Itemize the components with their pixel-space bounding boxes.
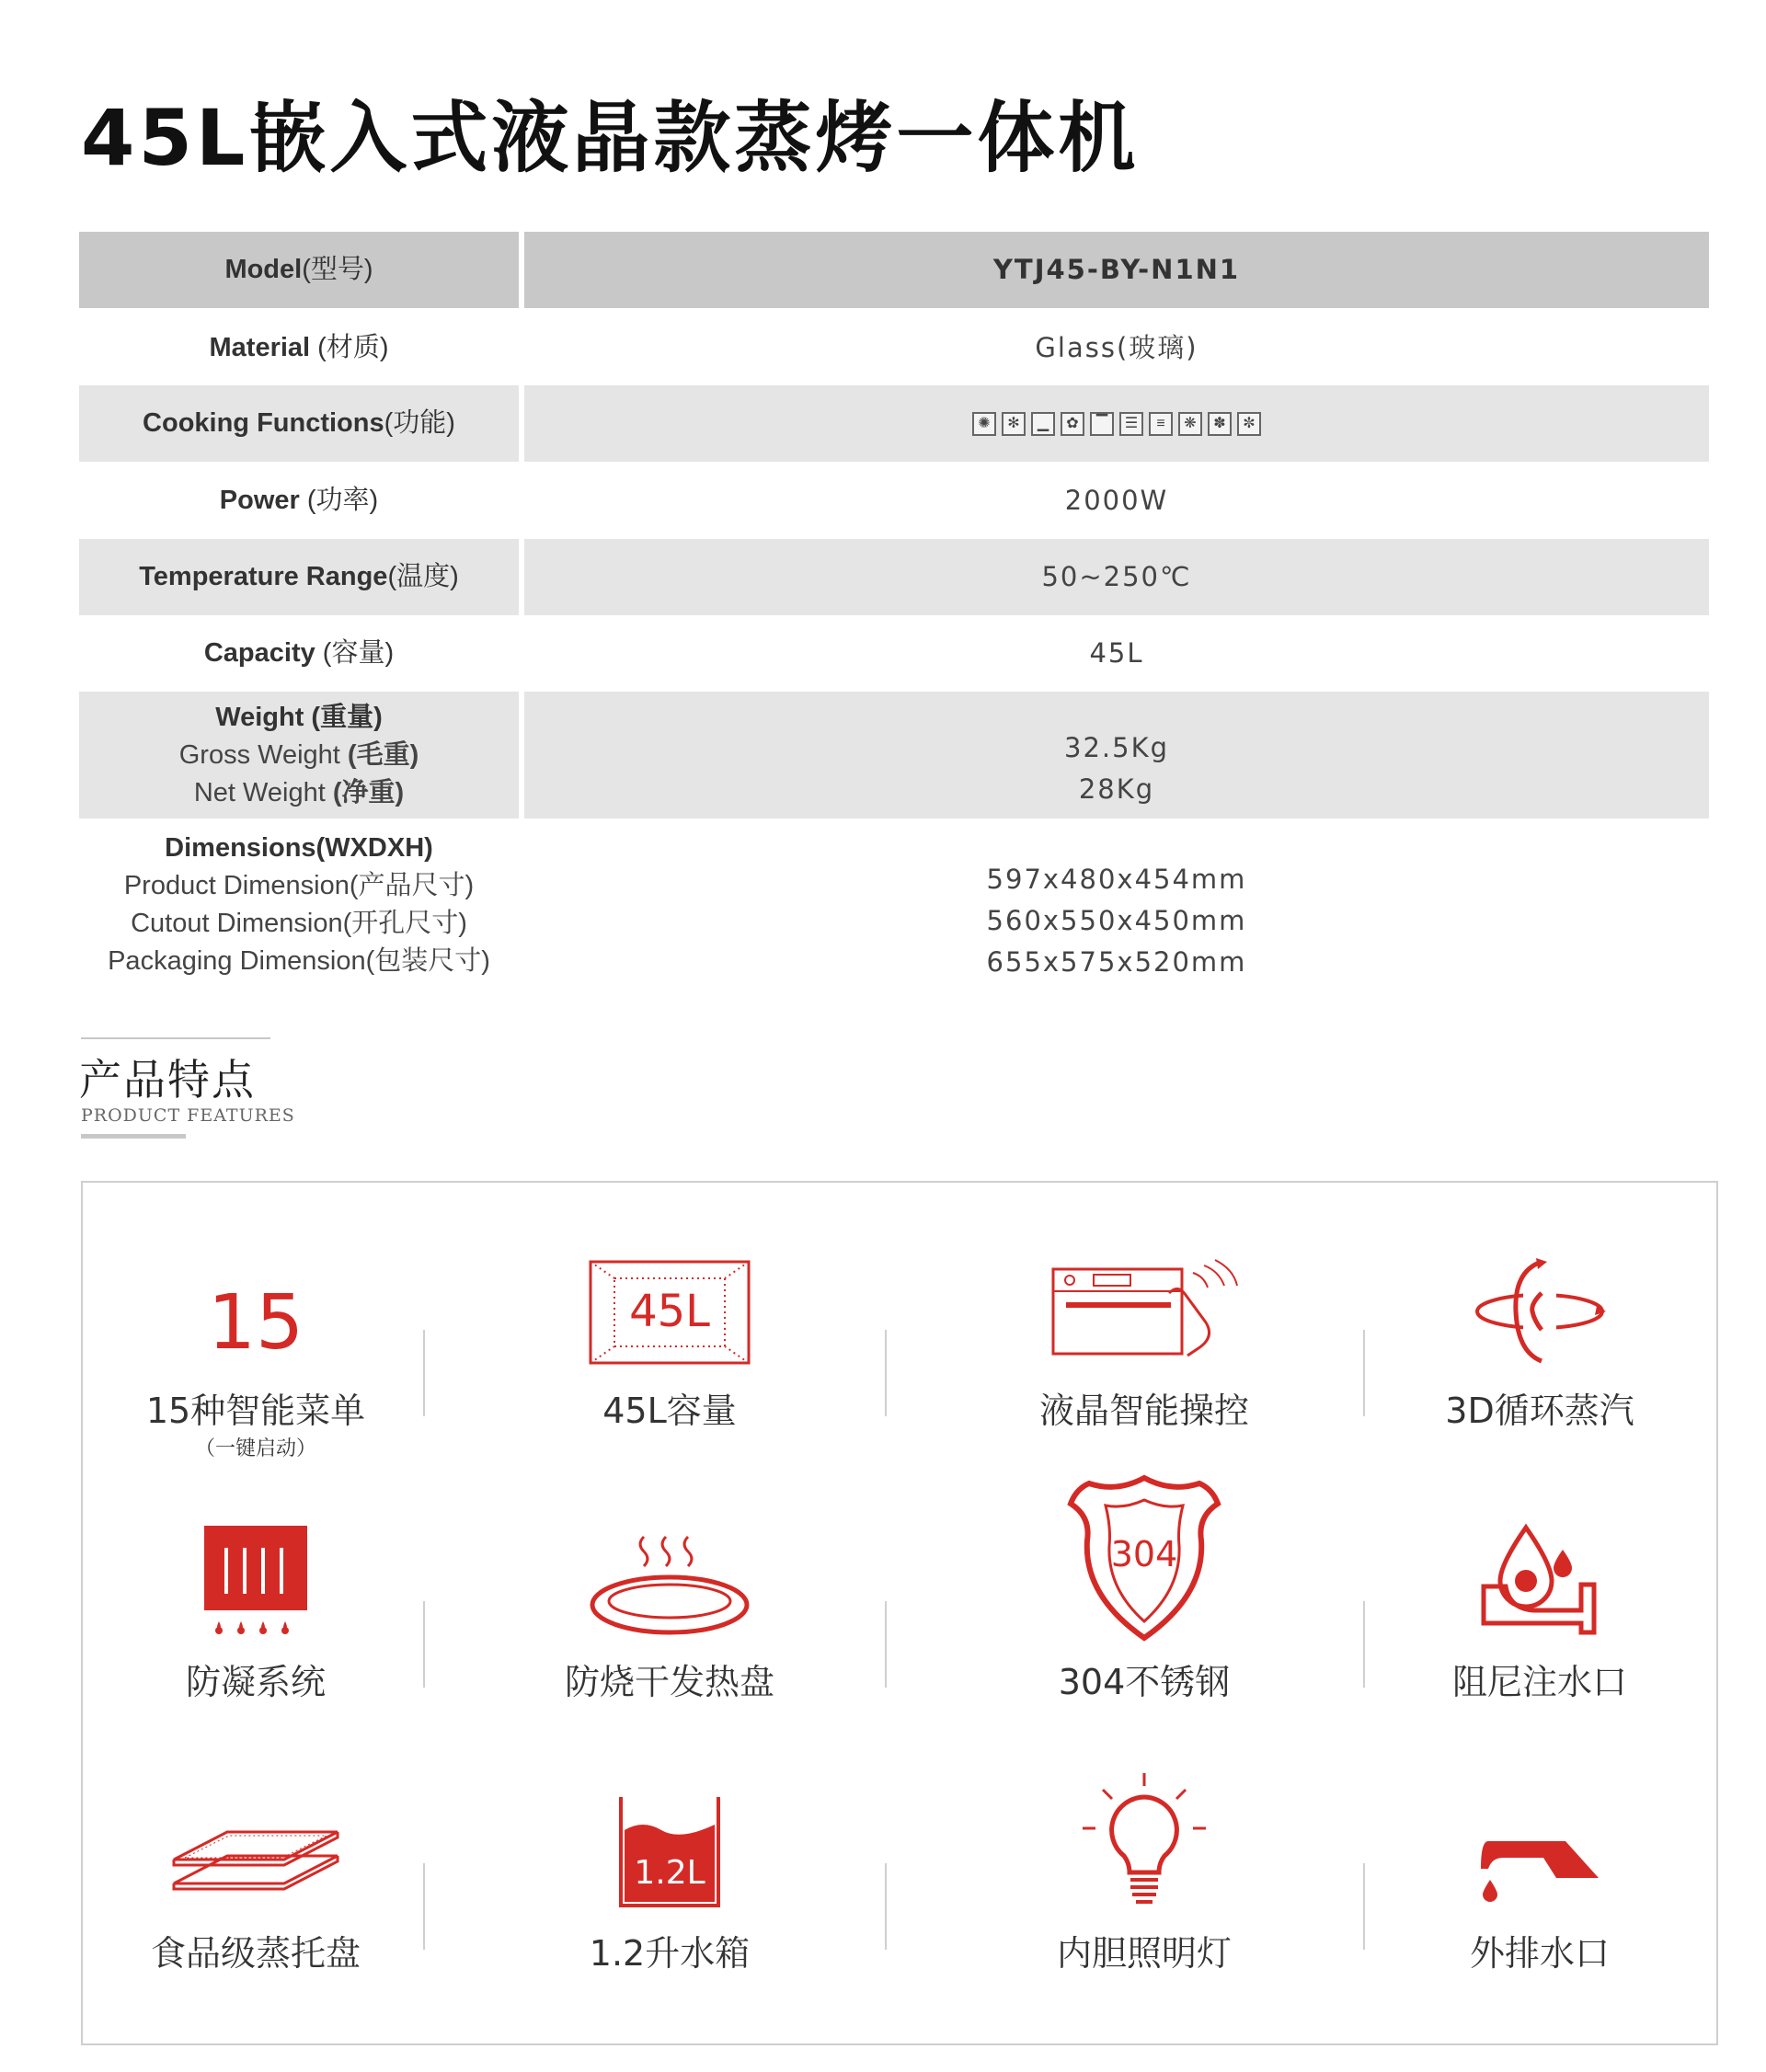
feature-label: 15种智能菜单: [145, 1391, 366, 1431]
cutout-dimension-label: Cutout Dimension(开孔尺寸): [131, 909, 467, 938]
bottom-heat-icon: ▁: [1031, 412, 1055, 436]
spec-row-material: [79, 310, 1709, 385]
packaging-dimension-value: 655x575x520mm: [986, 946, 1247, 978]
power-value: 2000W: [1064, 484, 1169, 516]
divider: [885, 1863, 887, 1950]
spec-table: [79, 232, 1709, 1002]
dimensions-label: Dimensions(WXDXH): [165, 833, 433, 863]
svg-text:1.2L: 1.2L: [634, 1854, 705, 1892]
capacity-value: 45L: [1089, 637, 1144, 669]
spec-row-dimensions: [79, 818, 1709, 1002]
feature-label: 液晶智能操控: [1038, 1391, 1249, 1431]
model-value: YTJ45-BY-N1N1: [992, 254, 1241, 285]
feature-label: 阻尼注水口: [1451, 1662, 1627, 1702]
temperature-label: Temperature Range: [139, 562, 388, 591]
svg-text:304: 304: [1110, 1534, 1178, 1574]
feature-label: 1.2升水箱: [589, 1933, 751, 1974]
spec-row-model: [79, 232, 1709, 308]
power-label-cn: (功率): [299, 485, 379, 515]
feature-label: 防烧干发热盘: [564, 1662, 774, 1702]
spec-row-power: [79, 462, 1709, 539]
functions-label-cn: (功能): [384, 408, 455, 438]
water-tank-icon: [610, 1793, 729, 1909]
gross-weight-label-cn: (毛重): [339, 739, 419, 770]
material-label-cn: (材质): [310, 332, 389, 362]
net-weight-label-cn: (净重): [325, 777, 405, 807]
feature-water-tank: [476, 1790, 863, 1975]
spec-row-weight: [79, 692, 1709, 818]
feature-label: 食品级蒸托盘: [150, 1933, 361, 1974]
features-panel: [81, 1181, 1718, 2045]
capacity-box-icon: [587, 1258, 752, 1367]
packaging-dimension-label: Packaging Dimension(包装尺寸): [108, 946, 490, 976]
weight-label-cn: (重量): [304, 702, 383, 732]
menu-count-icon: 15: [207, 1279, 304, 1367]
product-dimension-label: Product Dimension(产品尺寸): [123, 871, 475, 900]
feature-stainless-steel: [951, 1518, 1337, 1704]
3d-circulation-icon: [1466, 1256, 1613, 1367]
temperature-label-cn: (温度): [387, 562, 459, 591]
function-icons: [972, 412, 1261, 436]
divider: [885, 1601, 887, 1688]
feature-capacity: [476, 1247, 863, 1433]
fan-icon: ✿: [1061, 412, 1084, 436]
top-bottom-heat-icon: ☰: [1119, 412, 1143, 436]
capacity-label: Capacity: [203, 638, 315, 668]
feature-drain-outlet: [1347, 1790, 1733, 1975]
feature-label: 3D循环蒸汽: [1445, 1391, 1634, 1431]
gross-weight-value: 32.5Kg: [1064, 732, 1169, 763]
capacity-label-cn: (容量): [315, 638, 395, 668]
steam-grill-icon: ✻: [1002, 412, 1026, 436]
water-inlet-icon: [1480, 1522, 1600, 1638]
feature-label: 外排水口: [1469, 1933, 1610, 1974]
page-title: 45L嵌入式液晶款蒸烤一体机: [81, 93, 1140, 183]
section-underline: [81, 1134, 186, 1139]
spec-row-capacity: [79, 615, 1709, 692]
feature-note: （一键启动）: [194, 1437, 316, 1460]
functions-label: Cooking Functions: [143, 408, 384, 438]
feature-steam-tray: [63, 1790, 449, 1975]
lcd-touch-icon: [1048, 1256, 1241, 1367]
grill-icon: ≡: [1149, 412, 1173, 436]
drain-outlet-icon: [1475, 1826, 1604, 1909]
feature-label: 内胆照明灯: [1056, 1933, 1232, 1974]
feature-label: 防凝系统: [185, 1662, 326, 1702]
net-weight-label: Net Weight: [193, 777, 326, 807]
model-label: Model: [224, 255, 303, 284]
weight-label: Weight: [215, 702, 304, 732]
light-fan-icon: ✺: [972, 412, 996, 436]
spec-row-functions: [79, 385, 1709, 462]
feature-cavity-light: [951, 1790, 1337, 1975]
light-bulb-icon: [1075, 1771, 1213, 1918]
divider: [885, 1330, 887, 1416]
feature-label: 45L容量: [602, 1391, 737, 1431]
section-top-rule: [81, 1037, 270, 1039]
spec-row-temperature: [79, 539, 1709, 615]
section-title: 产品特点: [79, 1055, 256, 1105]
steam-icon: ❋: [1178, 412, 1202, 436]
temperature-value: 50~250℃: [1041, 561, 1192, 592]
model-label-cn: (型号): [302, 255, 373, 284]
steam-bottom-icon: ✼: [1237, 412, 1261, 436]
section-subtitle: PRODUCT FEATURES: [81, 1105, 295, 1126]
material-label: Material: [209, 332, 311, 362]
product-dimension-value: 597x480x454mm: [986, 864, 1247, 895]
cutout-dimension-value: 560x550x450mm: [986, 905, 1247, 936]
power-label: Power: [219, 485, 300, 515]
feature-3d-steam: [1347, 1247, 1733, 1433]
hot-air-steam-icon: ✽: [1208, 412, 1232, 436]
top-heat-icon: ▔: [1090, 412, 1114, 436]
feature-heating-plate: [476, 1518, 863, 1704]
svg-text:45L: 45L: [629, 1286, 710, 1337]
feature-label: 304不锈钢: [1058, 1662, 1231, 1702]
gross-weight-label: Gross Weight: [178, 739, 340, 770]
feature-damping-inlet: [1347, 1518, 1733, 1704]
steam-tray-icon: [168, 1817, 343, 1909]
feature-menus: [63, 1247, 449, 1461]
feature-lcd-control: [951, 1247, 1337, 1433]
material-value: Glass(玻璃): [1035, 331, 1198, 363]
feature-anti-condensation: [63, 1518, 449, 1704]
net-weight-value: 28Kg: [1078, 773, 1155, 805]
heating-plate-icon: [587, 1528, 752, 1638]
anti-condensation-icon: [201, 1522, 311, 1638]
shield-icon: [1061, 1472, 1227, 1643]
